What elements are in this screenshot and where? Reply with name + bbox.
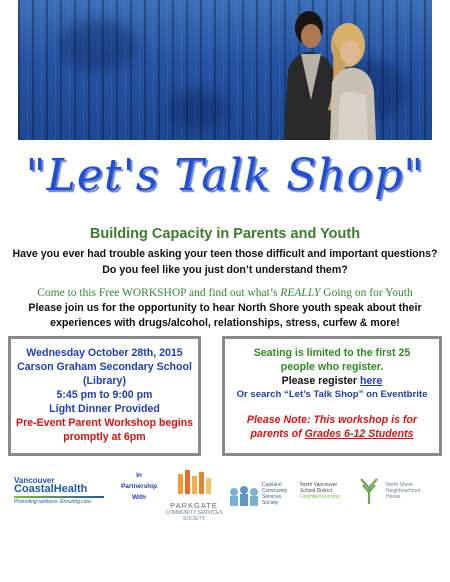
seating-line-2: people who register. [280, 361, 384, 373]
vch-name-2: CoastalHealth [14, 483, 88, 495]
header-photo [18, 0, 432, 140]
registration-box [222, 336, 442, 456]
register-line [225, 374, 439, 388]
capilano-1: Capilano [262, 482, 282, 488]
parkgate-name: PARKGATE [170, 501, 218, 510]
partnership-text [118, 470, 160, 503]
join-line-2: experiences with drugs/alcohol, relationships, stress, curfew & more! [50, 317, 400, 329]
parkgate-icon [174, 470, 214, 496]
note-pre: parents of [250, 428, 305, 440]
grades-link: Grades 6-12 Students [304, 428, 414, 440]
capilano-3: Services [262, 494, 282, 500]
nv-1: North Vancouver [300, 482, 338, 488]
partner-logos [0, 470, 450, 530]
register-here-link[interactable]: here [359, 375, 383, 387]
vch-logo [14, 476, 114, 505]
workshop-invite [0, 287, 450, 299]
parkgate-sub: COMMUNITY SERVICES SOCIETY [165, 510, 223, 522]
note-line-2 [225, 427, 439, 441]
register-pre: Please register [281, 375, 360, 387]
note-line-1: Please Note: This workshop is for [246, 414, 418, 426]
event-venue: Carson Graham Secondary School [17, 361, 192, 373]
invite-emphasis: REALLY [280, 287, 321, 299]
join-line-1: Please join us for the opportunity to hear North Shore youth speak about their [28, 302, 422, 314]
partnership-3: With [131, 494, 147, 501]
event-time: 5:45 pm to 9:00 pm [56, 389, 153, 401]
ns-2: Neighbourhood [386, 488, 421, 494]
pre-event-line-2: promptly at 6pm [63, 431, 146, 443]
capilano-logo [262, 482, 298, 506]
north-shore-logo [386, 482, 438, 500]
vch-tagline: Promoting wellness. Ensuring care. [14, 499, 93, 505]
capilano-2: Community [262, 488, 288, 494]
parkgate-logo [163, 470, 225, 522]
event-dinner: Light Dinner Provided [49, 403, 160, 415]
question-line-2: Do you feel like you just don’t understand them? [102, 264, 348, 276]
seating-line-1: Seating is limited to the first 25 [253, 347, 411, 359]
capilano-4: Society [262, 500, 279, 506]
eventbrite-search: Or search “Let’s Talk Shop” on Eventbrite [236, 389, 428, 400]
ns-3: House [386, 494, 401, 500]
pre-event-line-1: Pre-Event Parent Workshop begins [16, 417, 193, 429]
question-line-1: Have you ever had trouble asking your teen those difficult and important questions? [12, 248, 438, 260]
north-shore-icon [356, 476, 384, 511]
partnership-1: In [136, 472, 142, 479]
event-date: Wednesday October 28th, 2015 [26, 347, 183, 359]
partnership-2: Partnership [120, 483, 158, 490]
nv-3: Unlimited learning [300, 494, 341, 500]
vch-name-1: Vancouver [14, 476, 55, 485]
subtitle: Building Capacity in Parents and Youth [89, 226, 361, 242]
capilano-icon [228, 484, 260, 511]
event-details-box [8, 336, 201, 456]
event-venue-room: (Library) [83, 375, 126, 387]
ns-1: North Shore [386, 482, 413, 488]
nv-2: School District [300, 488, 332, 494]
invite-pre: Come to this Free WORKSHOP and find out what’s [37, 287, 281, 299]
teens-figure [266, 0, 406, 140]
invite-post: Going on for Youth [320, 287, 413, 299]
nv-school-district-logo [300, 482, 352, 500]
page-title: "Let's Talk Shop" [25, 150, 425, 201]
